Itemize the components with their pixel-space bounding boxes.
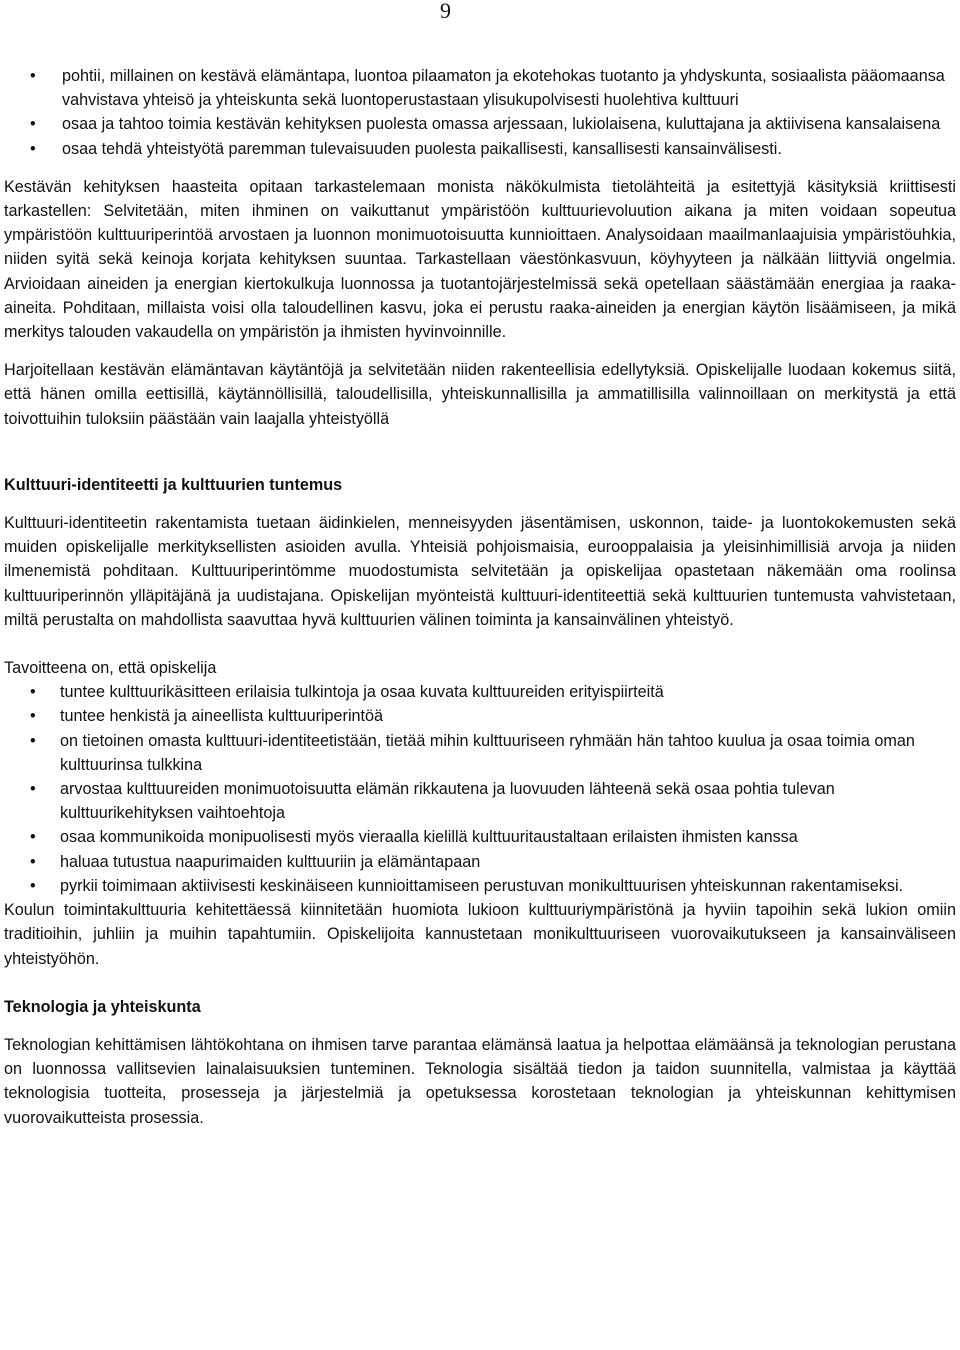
section-heading-technology: Teknologia ja yhteiskunta (4, 997, 201, 1016)
list-item: • tuntee henkistä ja aineellista kulttuuriperintöä (4, 704, 956, 728)
list-item: • osaa kommunikoida monipuolisesti myös vieraalla kielillä kulttuuritaustaltaan erilaisten ihmisten kanssa (4, 825, 956, 849)
list-item: • haluaa tutustua naapurimaiden kulttuuriin ja elämäntapaan (4, 850, 956, 874)
list-item: • pyrkii toimimaan aktiivisesti keskinäiseen kunnioittamiseen perustuvan monikulttuurisen yhteiskunnan rakentamiseksi. (4, 874, 956, 898)
page-number: 9 (440, 0, 451, 23)
list-item: • osaa ja tahtoo toimia kestävän kehityksen puolesta omassa arjessaan, lukiolaisena, kuluttajana ja aktiivisena kansalaisena (4, 112, 956, 136)
goals-intro: Tavoitteena on, että opiskelija (4, 659, 217, 678)
list-item: • osaa tehdä yhteistyötä paremman tulevaisuuden puolesta paikallisesti, kansallisesti kansainvälisesti. (4, 137, 956, 161)
section-heading-culture: Kulttuuri-identiteetti ja kulttuurien tuntemus (4, 475, 343, 494)
paragraph-sustainable-development: Kestävän kehityksen haasteita opitaan tarkastelemaan monista näkökulmista tietolähteitä ja esitettyjä käsityksiä kriittisesti tarkastellen: Selvitetään, miten ihminen on vaikuttanut ympäristöön kulttuurievoluution aikana ja miten voidaan sopeutua ympäristöön kulttuuriperintöä arvostaen ja luonnon monimuotoisuutta kunnioittaen. Analysoidaan maailmanlaajuisia ympäristöuhkia, niiden syitä sekä keinoja korjata kehityksen suuntaa. Tarkastellaan väestönkasvuun, köyhyyteen ja nälkään liittyviä ongelmia. Arvioidaan aineiden ja energian kiertokulkuja luonnossa ja tuotantojärjestelmissä sekä opetellaan säästämään energiaa ja raaka-aineita. Pohditaan, millaista voisi olla taloudellinen kasvu, joka ei perustu raaka-aineiden ja energian käytön lisäämiseen, ja mikä merkitys talouden vakaudella on ympäristön ja ihmisten hyvinvoinnille. (4, 177, 956, 342)
paragraph-culture-identity: Kulttuuri-identiteetin rakentamista tuetaan äidinkielen, menneisyyden jäsentämisen, uskonnon, taide- ja luontokokemusten sekä muiden opiskelijalle merkityksellisten asioiden avulla. Yhteisiä pohjoismaisia, eurooppalaisia ja yleisinhimillisiä arvoja ja niiden ilmenemistä pohditaan. Kulttuuriperintömme muodostumista selvitetään ja opiskelijaa opastetaan näkemään oma roolinsa kulttuuriperinnön ylläpitäjänä ja uudistajana. Opiskelijan myönteistä kulttuuri-identiteettiä sekä kulttuurien tuntemusta vahvistetaan, miltä perustalta on mahdollista saavuttaa hyvä kulttuurien välinen toiminta ja kansainvälinen yhteistyö. (4, 514, 956, 629)
paragraph-technology: Teknologian kehittämisen lähtökohtana on ihmisen tarve parantaa elämänsä laatua ja helpottaa elämäänsä ja teknologian perustana on luonnossa vallitsevien lainalaisuuksien tunteminen. Teknologia sisältää tiedon ja taidon suunnitella, valmistaa ja käyttää teknologisia tuotteita, prosesseja ja järjestelmiä ja opetuksessa korostetaan teknologian ja yhteiskunnan kehittymisen vuorovaikutteista prosessia. (4, 1035, 956, 1127)
paragraph-school-culture: Koulun toimintakulttuuria kehitettäessä kiinnitetään huomiota lukioon kulttuuriympäristönä ja hyviin tapoihin sekä lukion omiin traditioihin, juhliin ja muihin tapahtumiin. Opiskelijoita kannustetaan monikulttuuriseen vuorovaikutukseen ja kansainväliseen yhteistyöhön. (4, 901, 956, 968)
goals-bullet-list (4, 680, 956, 898)
list-item: • on tietoinen omasta kulttuuri-identiteetistään, tietää mihin kulttuuriseen ryhmään hän tahtoo kuulua ja osaa toimia oman kulttuurinsa tulkkina (4, 729, 956, 777)
intro-bullet-list (4, 64, 956, 161)
list-item: • arvostaa kulttuureiden monimuotoisuutta elämän rikkautena ja luovuuden lähteenä sekä osaa pohtia tulevan kulttuurikehityksen vaihtoehtoja (4, 777, 956, 825)
paragraph-sustainable-practice: Harjoitellaan kestävän elämäntavan käytäntöjä ja selvitetään niiden rakenteellisia edellytyksiä. Opiskelijalle luodaan kokemus siitä, että hänen omilla eettisillä, käytännöllisillä, taloudellisilla, yhteiskunnallisilla ja ammatillisilla valinnoillaan on merkitystä ja että toivottuihin tuloksiin päästään vain laajalla yhteistyöllä (4, 361, 956, 428)
list-item: • tuntee kulttuurikäsitteen erilaisia tulkintoja ja osaa kuvata kulttuureiden erityispiirteitä (4, 680, 956, 704)
document-body (4, 64, 956, 1130)
list-item: • pohtii, millainen on kestävä elämäntapa, luontoa pilaamaton ja ekotehokas tuotanto ja yhdyskunta, sosiaalista pääomaansa vahvistava yhteisö ja yhteiskunta sekä luontoperustastaan ylisukupolvisesti huolehtiva kulttuuri (4, 64, 956, 112)
